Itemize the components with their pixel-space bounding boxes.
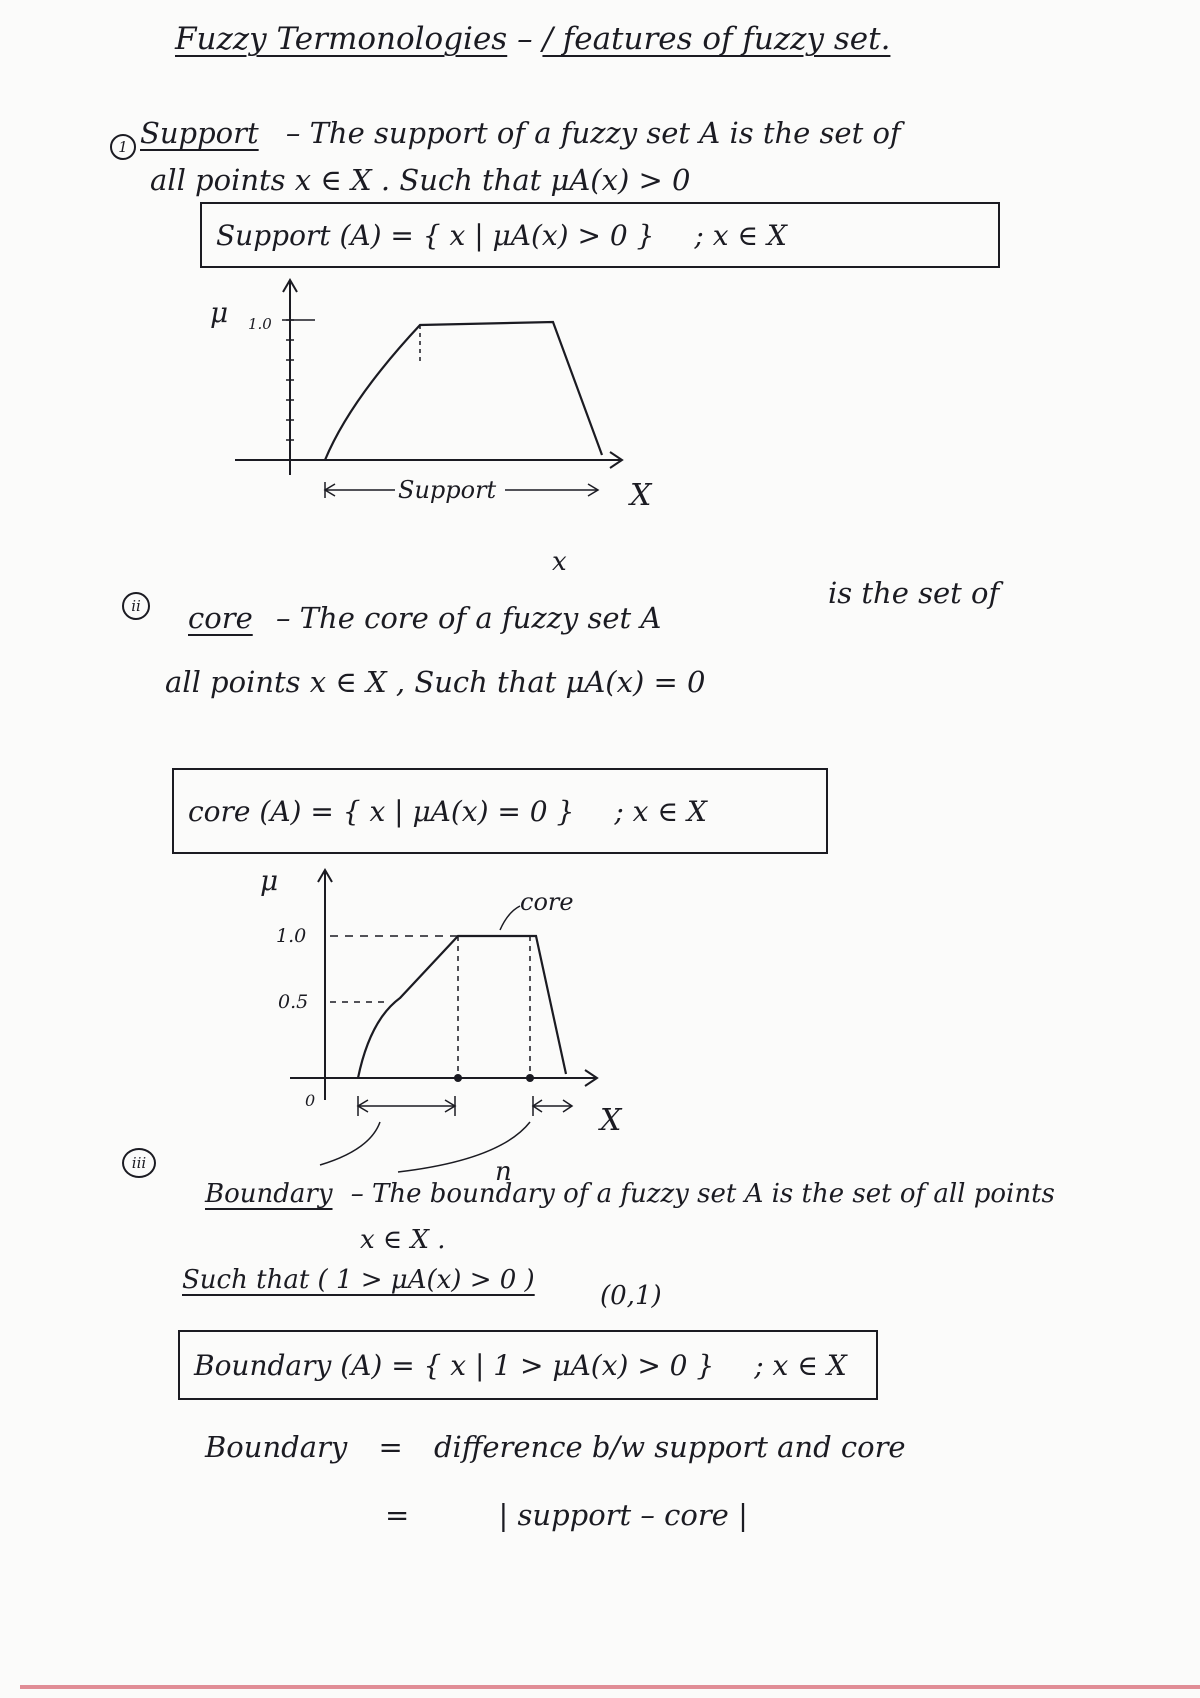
boundary-abs-text: | support – core | [498, 1498, 748, 1532]
boundary-heading-line [205, 1180, 1055, 1209]
title-dash: – [517, 21, 533, 57]
boundary-heading: Boundary [205, 1179, 333, 1209]
boundary-formula: Boundary (A) = { x | 1 > μA(x) > 0 } [194, 1348, 715, 1382]
support-x-label: X [630, 478, 652, 513]
stray-x: x [552, 547, 567, 577]
boundary-interval: (0,1) [600, 1281, 662, 1311]
core-origin: 0 [305, 1091, 316, 1110]
core-x-label: X [600, 1103, 622, 1138]
boundary-diff-label: Boundary [205, 1430, 348, 1464]
support-graph [190, 280, 670, 530]
support-y-label: μ [210, 296, 229, 329]
boundary-difference-line [205, 1432, 906, 1464]
core-formula-domain: ; x ∈ X [614, 794, 707, 828]
core-definition-line1-right: is the set of [828, 576, 1000, 610]
core-graph [250, 860, 650, 1150]
boundary-definition-line1: – The boundary of a fuzzy set A is the set of all points [350, 1179, 1055, 1209]
boundary-abs-line [385, 1500, 748, 1532]
section-number-3: iii [122, 1148, 156, 1178]
support-heading: Support [140, 116, 259, 150]
section-number-1: 1 [110, 134, 136, 160]
section-number-2: ii [122, 592, 150, 620]
core-definition-line2: all points x ∈ X , Such that μA(x) = 0 [165, 665, 706, 699]
core-formula-box [172, 768, 828, 854]
core-span-label: core [520, 888, 574, 916]
support-formula-box [200, 202, 1000, 268]
core-heading-line [188, 603, 661, 635]
core-definition-line1: – The core of a fuzzy set A [275, 601, 662, 635]
boundary-formula-box [178, 1330, 878, 1400]
support-membership-curve [325, 322, 602, 460]
boundary-formula-domain: ; x ∈ X [754, 1348, 847, 1382]
core-heading: core [188, 601, 253, 635]
boundary-diff-eq: = [378, 1430, 403, 1464]
core-y-tick-mid: 0.5 [278, 991, 309, 1013]
core-y-label: μ [260, 864, 279, 897]
core-formula: core (A) = { x | μA(x) = 0 } [188, 794, 575, 828]
stray-n: n [495, 1157, 512, 1187]
core-y-tick-top: 1.0 [276, 925, 307, 947]
support-y-tick: 1.0 [248, 315, 272, 333]
support-heading-line [140, 118, 901, 150]
support-span-label: Support [398, 476, 497, 504]
boundary-eq2: = [385, 1498, 410, 1532]
boundary-diff-text: difference b/w support and core [433, 1430, 906, 1464]
title-left: Fuzzy Termonologies [175, 21, 508, 57]
core-membership-curve [358, 936, 566, 1078]
boundary-such-that: Such that ( 1 > μA(x) > 0 ) [182, 1265, 535, 1295]
page-bottom-edge [20, 1685, 1200, 1689]
support-definition-line1: – The support of a fuzzy set A is the set of [285, 116, 901, 150]
support-definition-line2: all points x ∈ X . Such that μA(x) > 0 [150, 163, 691, 197]
support-formula-domain: ; x ∈ X [694, 218, 787, 252]
support-formula: Support (A) = { x | μA(x) > 0 } [216, 218, 655, 252]
boundary-definition-line2: x ∈ X . [360, 1225, 446, 1255]
title-right: / features of fuzzy set. [542, 21, 891, 57]
page-title [175, 22, 890, 56]
